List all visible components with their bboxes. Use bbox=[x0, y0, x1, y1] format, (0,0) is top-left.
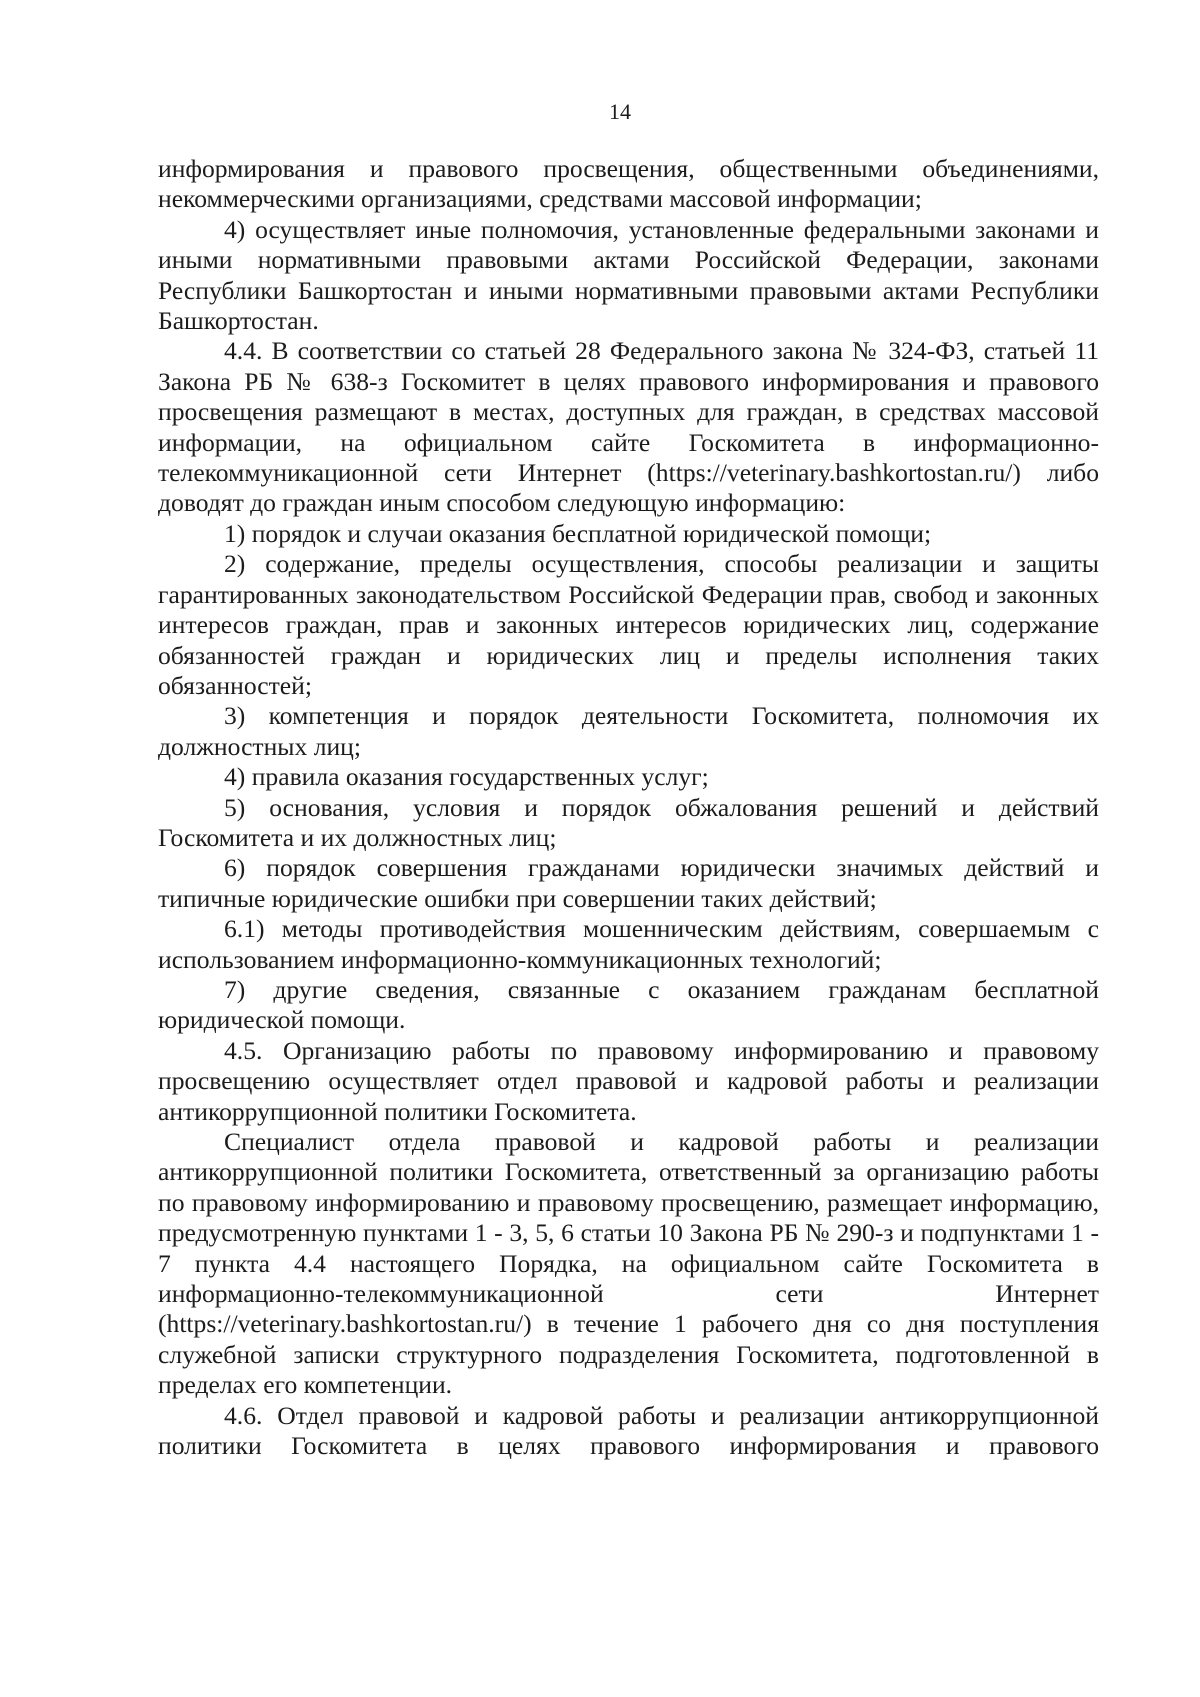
paragraph-section-4-5: 4.5. Организацию работы по правовому информированию и правовому просвещению осуществляет отдел правовой и кадровой работы и реализации антикоррупционной политики Госкомитета. bbox=[158, 1035, 1099, 1126]
list-item-6: 6) порядок совершения гражданами юридически значимых действий и типичные юридические ошибки при совершении таких действий; bbox=[158, 853, 1099, 913]
list-item-7: 7) другие сведения, связанные с оказанием гражданам бесплатной юридической помощи. bbox=[158, 974, 1099, 1035]
list-item-3: 3) компетенция и порядок деятельности Госкомитета, полномочия их должностных лиц; bbox=[158, 701, 1099, 761]
list-item-1: 1) порядок и случаи оказания бесплатной юридической помощи; bbox=[224, 518, 932, 548]
list-item-6-1: 6.1) методы противодействия мошенническим действиям, совершаемым с использованием информационно-коммуникационных технологий; bbox=[158, 914, 1099, 974]
list-item-2: 2) содержание, пределы осуществления, способы реализации и защиты гарантированных законодательством Российской Федерации прав, свобод и законных интересов граждан, прав и законных интересов юридических лиц, содержание обязанностей граждан и юридических лиц и пределы исполнения таких обязанностей; bbox=[158, 549, 1099, 700]
page-number: 14 bbox=[609, 99, 631, 124]
paragraph-specialist: Специалист отдела правовой и кадровой работы и реализации антикоррупционной политики Госкомитета, ответственный за организацию работы по правовому информированию и правовому просвещению, размещает информацию, предусмотренную пунктами 1 - 3, 5, 6 статьи 10 Закона РБ № 290-з и подпунктами 1 - 7 пункта 4.4 настоящего Порядка, на официальном сайте Госкомитета в информационно-телекоммуникационной сети Интернет (https://veterinary.bashkortostan.ru/) в течение 1 рабочего дня со дня поступления служебной записки структурного подразделения Госкомитета, подготовленной в пределах его компетенции. bbox=[158, 1127, 1099, 1400]
list-item-4: 4) правила оказания государственных услуг; bbox=[224, 762, 709, 792]
list-item-5: 5) основания, условия и порядок обжалования решений и действий Госкомитета и их должностных лиц; bbox=[158, 792, 1099, 852]
paragraph-item-4-other-powers: 4) осуществляет иные полномочия, установленные федеральными законами и иными нормативными правовыми актами Российской Федерации, законами Республики Башкортостан и иными нормативными правовыми актами Республики Башкортостан. bbox=[158, 214, 1099, 336]
paragraph-continuation: информирования и правового просвещения, общественными объединениями, некоммерческими организациями, средствами массовой информации; bbox=[158, 154, 1099, 214]
document-body bbox=[158, 154, 1099, 1461]
paragraph-section-4-4: 4.4. В соответствии со статьей 28 Федерального закона № 324-ФЗ, статьей 11 Закона РБ № 638-з Госкомитет в целях правового информирования и правового просвещения размещают в местах, доступных для граждан, в средствах массовой информации, на официальном сайте Госкомитета в информационно-телекоммуникационной сети Интернет (https://veterinary.bashkortostan.ru/) либо доводят до граждан иным способом следующую информацию: bbox=[158, 336, 1099, 518]
paragraph-section-4-6: 4.6. Отдел правовой и кадровой работы и реализации антикоррупционной политики Госкомитета в целях правового информирования и правового bbox=[158, 1400, 1099, 1461]
